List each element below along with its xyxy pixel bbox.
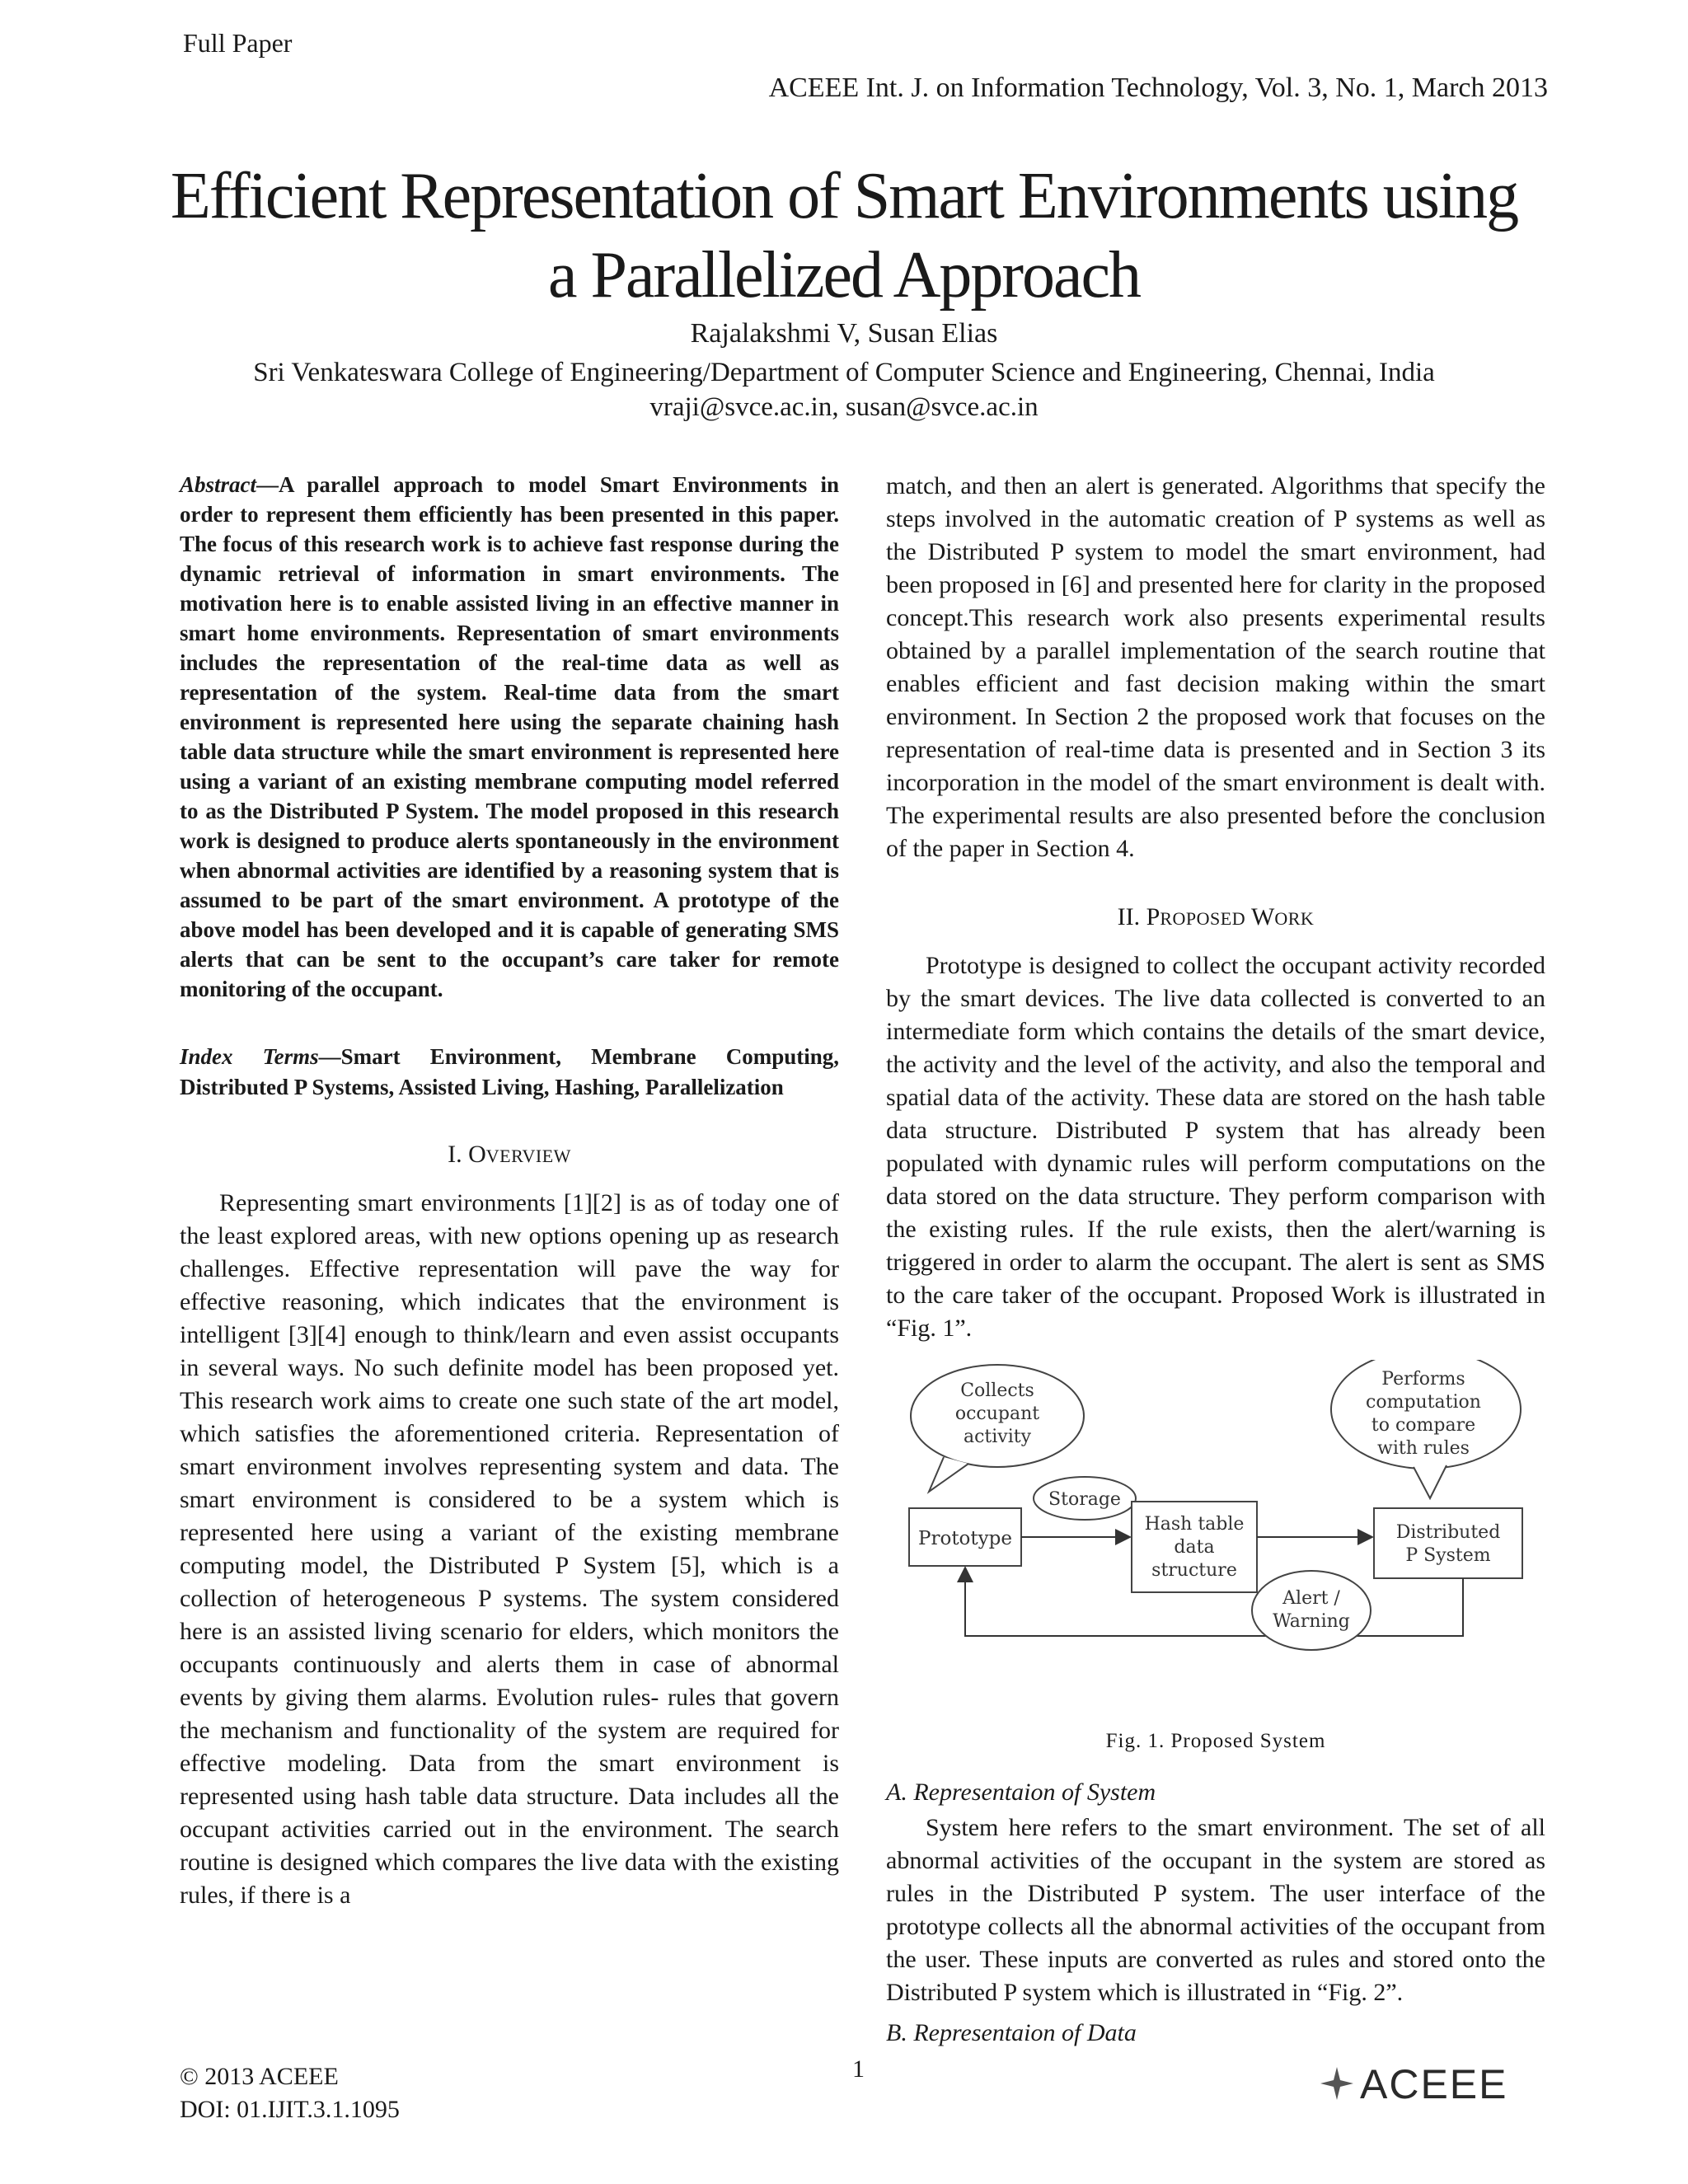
- bubble-performs-line1: Performs: [1381, 1369, 1465, 1390]
- affiliation: Sri Venkateswara College of Engineering/Department of Computer Science and Engineering, Chennai, India: [253, 358, 1435, 387]
- index-terms-lead: Index Terms: [180, 1044, 319, 1069]
- box-hash-line3: structure: [1151, 1560, 1237, 1581]
- bubble-storage-label: Storage: [1048, 1489, 1121, 1510]
- proposed-system-diagram: [886, 1360, 1545, 1731]
- index-terms: [180, 1042, 839, 1103]
- bubble-collects-line3: activity: [963, 1427, 1032, 1447]
- proposed-work-paragraph: Prototype is designed to collect the occupant activity recorded by the smart devices. The live data collected is converted to an intermediate form which contains the details of the smart device, the activity and the level of the activity, and also the temporal and spatial data of the activity. These data are stored on the hash table data structure. Distributed P system that has already been populated with dynamic rules will perform computations on the data stored on the data structure. They perform comparison with the existing rules. If the rule exists, then the alert/warning is triggered in order to alarm the occupant. The alert is sent as SMS to the care taker of the occupant. Proposed Work is illustrated in “Fig. 1”.: [886, 952, 1545, 1342]
- section-heading-proposed-work: II. PROPOSED WORK: [1117, 903, 1315, 930]
- overview-paragraph: Representing smart environments [1][2] is as of today one of the least explored areas, with new options opening up as research challenges. Effective representation will pave the way for effective reasoning, which indicates that the environment is intelligent [3][4] enough to think/learn and even assist occupants in several ways. No such definite model has been proposed yet. This research work aims to create one such state of the art model, which satisfies the aforementioned criteria. Representation of smart environment involves representing system and data. The smart environment is considered to be a system which is represented here using a variant of the existing membrane computing model, the Distributed P System [5], which is a collection of heterogeneous P systems. The system considered here is an assisted living scenario for elders, which monitors the occupants continuously and alerts them in case of abnormal events by giving them alarms. Evolution rules- rules that govern the mechanism and functionality of the system are required for effective modeling. Data from the smart environment is represented using hash table data structure. Data includes all the occupant activities carried out in the environment. The search routine is designed which compares the live data with the existing rules, if there is a: [180, 1189, 839, 1909]
- box-hash-line1: Hash table: [1144, 1514, 1245, 1535]
- journal-citation: ACEEE Int. J. on Information Technology, Vol. 3, No. 1, March 2013: [768, 73, 1548, 103]
- page-number: 1: [852, 2055, 865, 2083]
- footer-left: [180, 2060, 400, 2126]
- left-column: [180, 470, 839, 1912]
- logo-star-icon: [1320, 2067, 1353, 2100]
- title-line-1: Efficient Representation of Smart Environments using: [170, 160, 1518, 232]
- doi[interactable]: DOI: 01.IJIT.3.1.1095: [180, 2096, 400, 2123]
- bubble-performs-line2: computation: [1366, 1392, 1481, 1413]
- abstract-lead: Abstract: [180, 472, 257, 497]
- abstract-text: —A parallel approach to model Smart Environments in order to represent them efficiently has been presented in this paper. The focus of this research work is to achieve fast response during the dynamic retrieval of information in smart environments. The motivation here is to enable assisted living in an effective manner in smart home environments. Representation of smart environments includes the representation of the real-time data as well as representation of the system. Real-time data from the smart environment is represented here using the separate chaining hash table data structure while the smart environment is represented here using a variant of an existing membrane computing model referred to as the Distributed P System. The model proposed in this research work is designed to produce alerts spontaneously in the environment when abnormal activities are identified by a reasoning system that is assumed to be part of the smart environment. A prototype of the above model has been developed and it is capable of generating SMS alerts that can be sent to the occupant’s care taker for remote monitoring of the occupant.: [180, 472, 839, 1001]
- copyright: © 2013 ACEEE: [180, 2063, 339, 2090]
- box-hash-line2: data: [1174, 1537, 1215, 1558]
- bubble-performs-line3: to compare: [1371, 1415, 1476, 1436]
- bubble-storage: [1034, 1477, 1136, 1520]
- logo-text: ACEEE: [1360, 2061, 1508, 2107]
- bubble-alert: [1252, 1571, 1371, 1650]
- paper-type-label: Full Paper: [183, 28, 293, 58]
- index-terms-text: —Smart Environment, Membrane Computing, Distributed P Systems, Assisted Living, Hashing, Parallelization: [180, 1044, 839, 1099]
- box-distributed: [1374, 1508, 1522, 1578]
- figure-1: [886, 1360, 1545, 1764]
- bubble-performs-line4: with rules: [1377, 1438, 1470, 1459]
- box-prototype: [909, 1508, 1021, 1566]
- box-prototype-label: Prototype: [918, 1528, 1012, 1549]
- box-hash-table: [1132, 1502, 1257, 1592]
- bubble-collects-line2: occupant: [954, 1404, 1040, 1424]
- subsection-a-paragraph: System here refers to the smart environment. The set of all abnormal activities of the occupant in the system are stored as rules in the Distributed P system. The user interface of the prototype collects all the abnormal activities of the occupant from the user. These inputs are converted as rules and stored onto the Distributed P system which is illustrated in “Fig. 2”.: [886, 1814, 1545, 2006]
- bubble-alert-line1: Alert /: [1282, 1588, 1340, 1609]
- figure-1-caption: Fig. 1. Proposed System: [1105, 1730, 1326, 1752]
- box-distributed-line2: P System: [1405, 1545, 1491, 1566]
- right-column: [886, 470, 1545, 2052]
- bubble-performs: [1331, 1360, 1521, 1498]
- bubble-alert-line2: Warning: [1273, 1611, 1350, 1632]
- authors: Rajalakshmi V, Susan Elias: [690, 318, 998, 349]
- title-line-2: a Parallelized Approach: [547, 239, 1141, 312]
- subsection-a-heading: A. Representaion of System: [886, 1779, 1156, 1806]
- bubble-collects: [911, 1365, 1084, 1492]
- abstract: [180, 470, 839, 1004]
- bubble-collects-line1: Collects: [960, 1380, 1034, 1401]
- section-heading-overview: I. OVERVIEW: [448, 1141, 571, 1168]
- paper-title: [99, 157, 1589, 315]
- overview-continuation: match, and then an alert is generated. Algorithms that specify the steps involved in the automatic creation of P systems as well as the Distributed P system to model the smart environment, had been proposed in [6] and presented here for clarity in the proposed concept.This research work also presents experimental results obtained by a parallel implementation of the search routine that enables efficient and fast decision making within the smart environment. In Section 2 the proposed work that focuses on the representation of real-time data is presented and in Section 3 its incorporation in the model of the smart environment is dealt with. The experimental results are also presented before the conclusion of the paper in Section 4.: [886, 472, 1545, 862]
- aceee-logo: [1315, 2060, 1554, 2107]
- box-distributed-line1: Distributed: [1395, 1522, 1501, 1543]
- subsection-b-heading: B. Representaion of Data: [886, 2019, 1137, 2046]
- author-emails[interactable]: vraji@svce.ac.in, susan@svce.ac.in: [649, 392, 1039, 422]
